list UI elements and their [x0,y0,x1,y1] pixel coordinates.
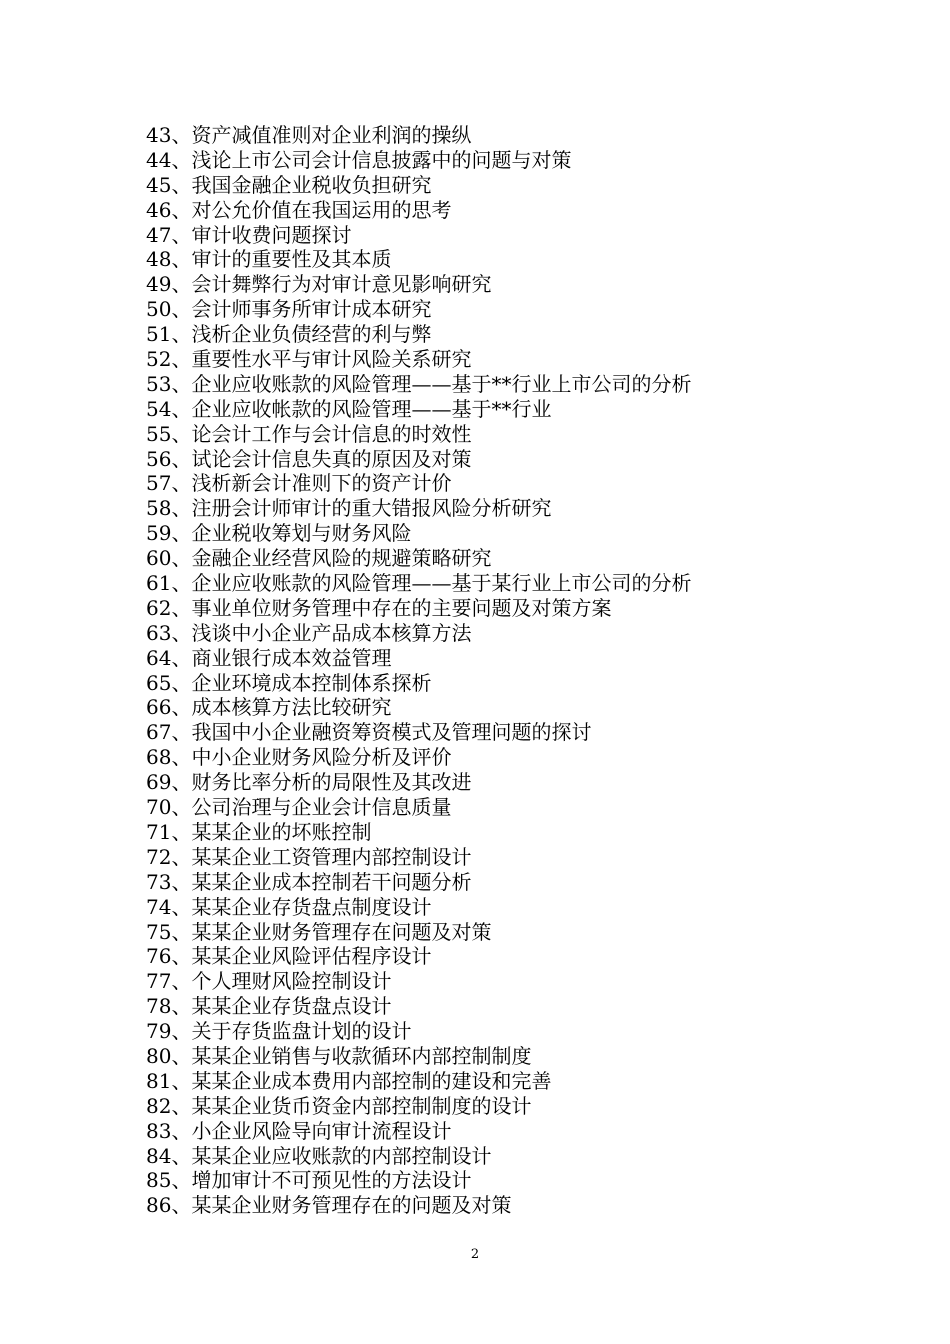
list-item: 46、对公允价值在我国运用的思考 [146,197,452,222]
list-item: 76、某某企业风险评估程序设计 [146,944,432,969]
list-item: 81、某某企业成本费用内部控制的建设和完善 [146,1068,552,1093]
page-number: 2 [470,1247,480,1262]
list-item: 50、会计师事务所审计成本研究 [146,297,432,322]
list-item: 63、浅谈中小企业产品成本核算方法 [146,620,472,645]
list-item: 44、浅论上市公司会计信息披露中的问题与对策 [146,147,572,172]
list-item: 60、金融企业经营风险的规避策略研究 [146,546,492,571]
list-item: 78、某某企业存货盘点设计 [146,994,392,1019]
list-item: 75、某某企业财务管理存在问题及对策 [146,919,492,944]
list-item: 74、某某企业存货盘点制度设计 [146,894,432,919]
list-item: 57、浅析新会计准则下的资产计价 [146,471,452,496]
list-item: 54、企业应收帐款的风险管理——基于**行业 [146,396,552,421]
list-item: 85、增加审计不可预见性的方法设计 [146,1168,472,1193]
list-item: 45、我国金融企业税收负担研究 [146,172,432,197]
topic-list [146,123,691,1218]
list-item: 53、企业应收账款的风险管理——基于**行业上市公司的分析 [146,371,692,396]
list-item: 58、注册会计师审计的重大错报风险分析研究 [146,496,552,521]
list-item: 62、事业单位财务管理中存在的主要问题及对策方案 [146,595,612,620]
list-item: 71、某某企业的坏账控制 [146,819,372,844]
list-item: 84、某某企业应收账款的内部控制设计 [146,1143,492,1168]
list-item: 86、某某企业财务管理存在的问题及对策 [146,1193,512,1218]
list-item: 48、审计的重要性及其本质 [146,247,392,272]
list-item: 49、会计舞弊行为对审计意见影响研究 [146,272,492,297]
list-item: 70、公司治理与企业会计信息质量 [146,795,452,820]
list-item: 77、个人理财风险控制设计 [146,969,392,994]
list-item: 66、成本核算方法比较研究 [146,695,392,720]
list-item: 64、商业银行成本效益管理 [146,645,392,670]
list-item: 56、试论会计信息失真的原因及对策 [146,446,472,471]
list-item: 51、浅析企业负债经营的利与弊 [146,322,432,347]
list-item: 59、企业税收筹划与财务风险 [146,521,412,546]
list-item: 83、小企业风险导向审计流程设计 [146,1118,452,1143]
list-item: 82、某某企业货币资金内部控制制度的设计 [146,1093,532,1118]
list-item: 67、我国中小企业融资筹资模式及管理问题的探讨 [146,720,592,745]
list-item: 80、某某企业销售与收款循环内部控制制度 [146,1043,532,1068]
list-item: 61、企业应收账款的风险管理——基于某行业上市公司的分析 [146,571,692,596]
list-item: 65、企业环境成本控制体系探析 [146,670,432,695]
list-item: 68、中小企业财务风险分析及评价 [146,745,452,770]
list-item: 47、审计收费问题探讨 [146,222,352,247]
list-item: 43、资产减值准则对企业利润的操纵 [146,123,472,147]
list-item: 79、关于存货监盘计划的设计 [146,1019,412,1044]
list-item: 52、重要性水平与审计风险关系研究 [146,347,472,372]
list-item: 69、财务比率分析的局限性及其改进 [146,770,472,795]
list-item: 72、某某企业工资管理内部控制设计 [146,844,472,869]
list-item: 55、论会计工作与会计信息的时效性 [146,421,472,446]
list-item: 73、某某企业成本控制若干问题分析 [146,869,472,894]
